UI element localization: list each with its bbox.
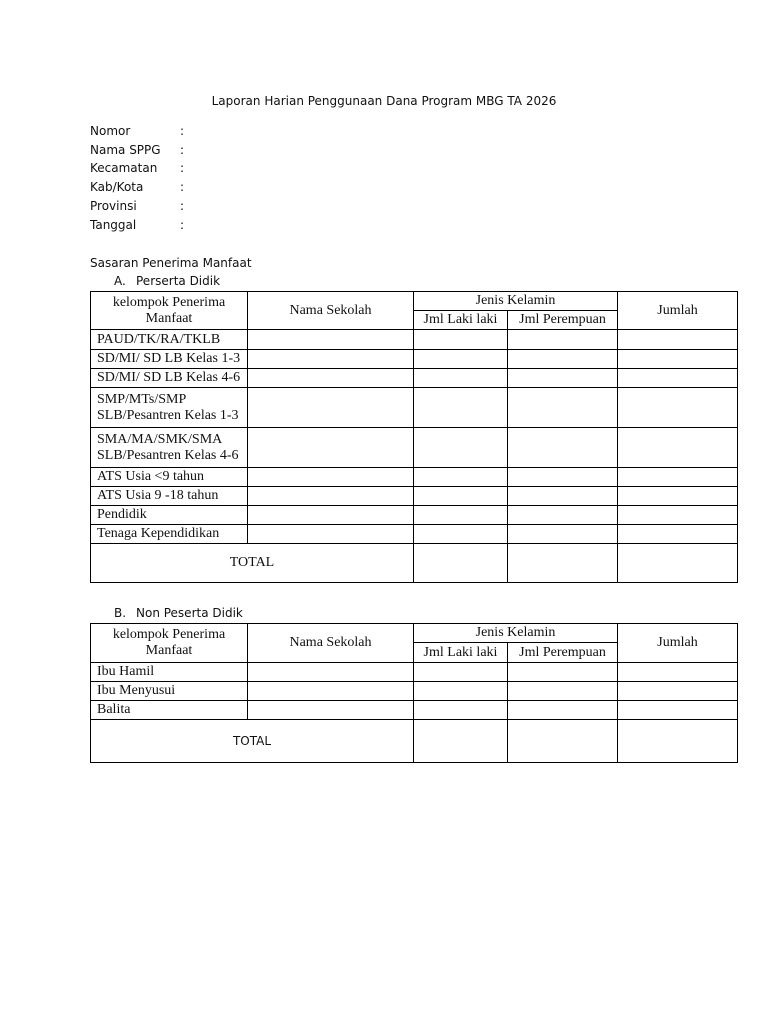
field-colon: : [180, 218, 185, 232]
field-colon: : [180, 180, 185, 194]
table-header-row [91, 292, 738, 311]
row-label: Ibu Menyusui [91, 682, 248, 701]
cell-perempuan[interactable] [508, 369, 618, 388]
header-jumlah: Jumlah [618, 624, 738, 663]
cell-perempuan[interactable] [508, 487, 618, 506]
total-row [91, 544, 738, 583]
field-colon: : [180, 161, 185, 175]
field-colon: : [180, 199, 185, 213]
field-label: Tanggal [90, 218, 137, 232]
row-label: SD/MI/ SD LB Kelas 4-6 [91, 369, 248, 388]
cell-perempuan[interactable] [508, 682, 618, 701]
header-perempuan: Jml Perempuan [508, 311, 618, 330]
field-label: Kab/Kota [90, 180, 144, 194]
cell-laki-laki[interactable] [414, 428, 508, 468]
cell-total-jumlah[interactable] [618, 720, 738, 763]
table-row [91, 506, 738, 525]
table-row [91, 701, 738, 720]
cell-perempuan[interactable] [508, 506, 618, 525]
cell-jumlah[interactable] [618, 369, 738, 388]
cell-jumlah[interactable] [618, 682, 738, 701]
cell-jumlah[interactable] [618, 663, 738, 682]
table-row [91, 369, 738, 388]
cell-jumlah[interactable] [618, 350, 738, 369]
cell-total-perempuan[interactable] [508, 544, 618, 583]
total-label: TOTAL [91, 720, 414, 763]
table-row [91, 682, 738, 701]
table-row [91, 525, 738, 544]
field-provinsi [90, 197, 184, 215]
cell-nama-sekolah[interactable] [248, 388, 414, 428]
cell-total-laki-laki[interactable] [414, 720, 508, 763]
cell-laki-laki[interactable] [414, 663, 508, 682]
cell-laki-laki[interactable] [414, 487, 508, 506]
row-label: Tenaga Kependidikan [91, 525, 248, 544]
cell-laki-laki[interactable] [414, 330, 508, 350]
cell-total-perempuan[interactable] [508, 720, 618, 763]
header-nama-sekolah: Nama Sekolah [248, 624, 414, 663]
cell-total-jumlah[interactable] [618, 544, 738, 583]
cell-perempuan[interactable] [508, 330, 618, 350]
header-kelompok: kelompok Penerima Manfaat [91, 624, 248, 663]
table-row [91, 330, 738, 350]
cell-nama-sekolah[interactable] [248, 663, 414, 682]
cell-nama-sekolah[interactable] [248, 525, 414, 544]
row-label: SMA/MA/SMK/SMA SLB/Pesantren Kelas 4-6 [91, 428, 248, 468]
row-label: ATS Usia <9 tahun [91, 468, 248, 487]
header-jenis-kelamin: Jenis Kelamin [414, 292, 618, 311]
header-laki-laki: Jml Laki laki [414, 311, 508, 330]
cell-laki-laki[interactable] [414, 388, 508, 428]
cell-perempuan[interactable] [508, 525, 618, 544]
field-colon: : [180, 143, 185, 157]
cell-nama-sekolah[interactable] [248, 682, 414, 701]
cell-jumlah[interactable] [618, 468, 738, 487]
cell-laki-laki[interactable] [414, 468, 508, 487]
cell-perempuan[interactable] [508, 350, 618, 369]
cell-nama-sekolah[interactable] [248, 468, 414, 487]
table-row [91, 487, 738, 506]
row-label: SMP/MTs/SMP SLB/Pesantren Kelas 1-3 [91, 388, 248, 428]
table-row [91, 428, 738, 468]
field-nama-sppg [90, 141, 184, 159]
cell-jumlah[interactable] [618, 701, 738, 720]
section-b-marker: B. [114, 606, 127, 620]
field-label: Nama SPPG [90, 143, 161, 157]
header-nama-sekolah: Nama Sekolah [248, 292, 414, 330]
document-title: Laporan Harian Penggunaan Dana Program MBG TA 2026 [211, 94, 557, 108]
field-kab-kota [90, 178, 184, 196]
cell-jumlah[interactable] [618, 487, 738, 506]
row-label: SD/MI/ SD LB Kelas 1-3 [91, 350, 248, 369]
section-a-title: Perserta Didik [136, 274, 221, 288]
field-label: Kecamatan [90, 161, 158, 175]
row-label: PAUD/TK/RA/TKLB [91, 330, 248, 350]
total-row [91, 720, 738, 763]
section-heading: Sasaran Penerima Manfaat [90, 256, 252, 270]
peserta-didik-table [90, 291, 738, 583]
cell-nama-sekolah[interactable] [248, 506, 414, 525]
field-label: Nomor [90, 124, 131, 138]
field-label: Provinsi [90, 199, 137, 213]
field-nomor [90, 122, 184, 140]
field-colon: : [180, 124, 185, 138]
cell-nama-sekolah[interactable] [248, 701, 414, 720]
row-label: Balita [91, 701, 248, 720]
cell-perempuan[interactable] [508, 701, 618, 720]
cell-perempuan[interactable] [508, 428, 618, 468]
section-a-marker: A. [114, 274, 126, 288]
cell-nama-sekolah[interactable] [248, 350, 414, 369]
table-row [91, 388, 738, 428]
non-peserta-didik-table [90, 623, 738, 763]
cell-jumlah[interactable] [618, 428, 738, 468]
cell-perempuan[interactable] [508, 663, 618, 682]
cell-jumlah[interactable] [618, 388, 738, 428]
cell-nama-sekolah[interactable] [248, 428, 414, 468]
table-header-row [91, 624, 738, 643]
row-label: Pendidik [91, 506, 248, 525]
cell-nama-sekolah[interactable] [248, 330, 414, 350]
header-laki-laki: Jml Laki laki [414, 643, 508, 663]
cell-laki-laki[interactable] [414, 525, 508, 544]
table-row [91, 663, 738, 682]
cell-jumlah[interactable] [618, 506, 738, 525]
cell-laki-laki[interactable] [414, 506, 508, 525]
row-label: ATS Usia 9 -18 tahun [91, 487, 248, 506]
field-tanggal [90, 216, 184, 234]
cell-jumlah[interactable] [618, 525, 738, 544]
header-jumlah: Jumlah [618, 292, 738, 330]
cell-laki-laki[interactable] [414, 682, 508, 701]
header-jenis-kelamin: Jenis Kelamin [414, 624, 618, 643]
header-perempuan: Jml Perempuan [508, 643, 618, 663]
cell-laki-laki[interactable] [414, 701, 508, 720]
section-b-title: Non Peserta Didik [136, 606, 243, 620]
table-row [91, 350, 738, 369]
header-kelompok: kelompok Penerima Manfaat [91, 292, 248, 330]
cell-perempuan[interactable] [508, 388, 618, 428]
field-kecamatan [90, 159, 184, 177]
cell-nama-sekolah[interactable] [248, 487, 414, 506]
total-label: TOTAL [91, 544, 414, 583]
cell-jumlah[interactable] [618, 330, 738, 350]
table-row [91, 468, 738, 487]
cell-perempuan[interactable] [508, 468, 618, 487]
row-label: Ibu Hamil [91, 663, 248, 682]
cell-total-laki-laki[interactable] [414, 544, 508, 583]
cell-laki-laki[interactable] [414, 369, 508, 388]
cell-laki-laki[interactable] [414, 350, 508, 369]
cell-nama-sekolah[interactable] [248, 369, 414, 388]
